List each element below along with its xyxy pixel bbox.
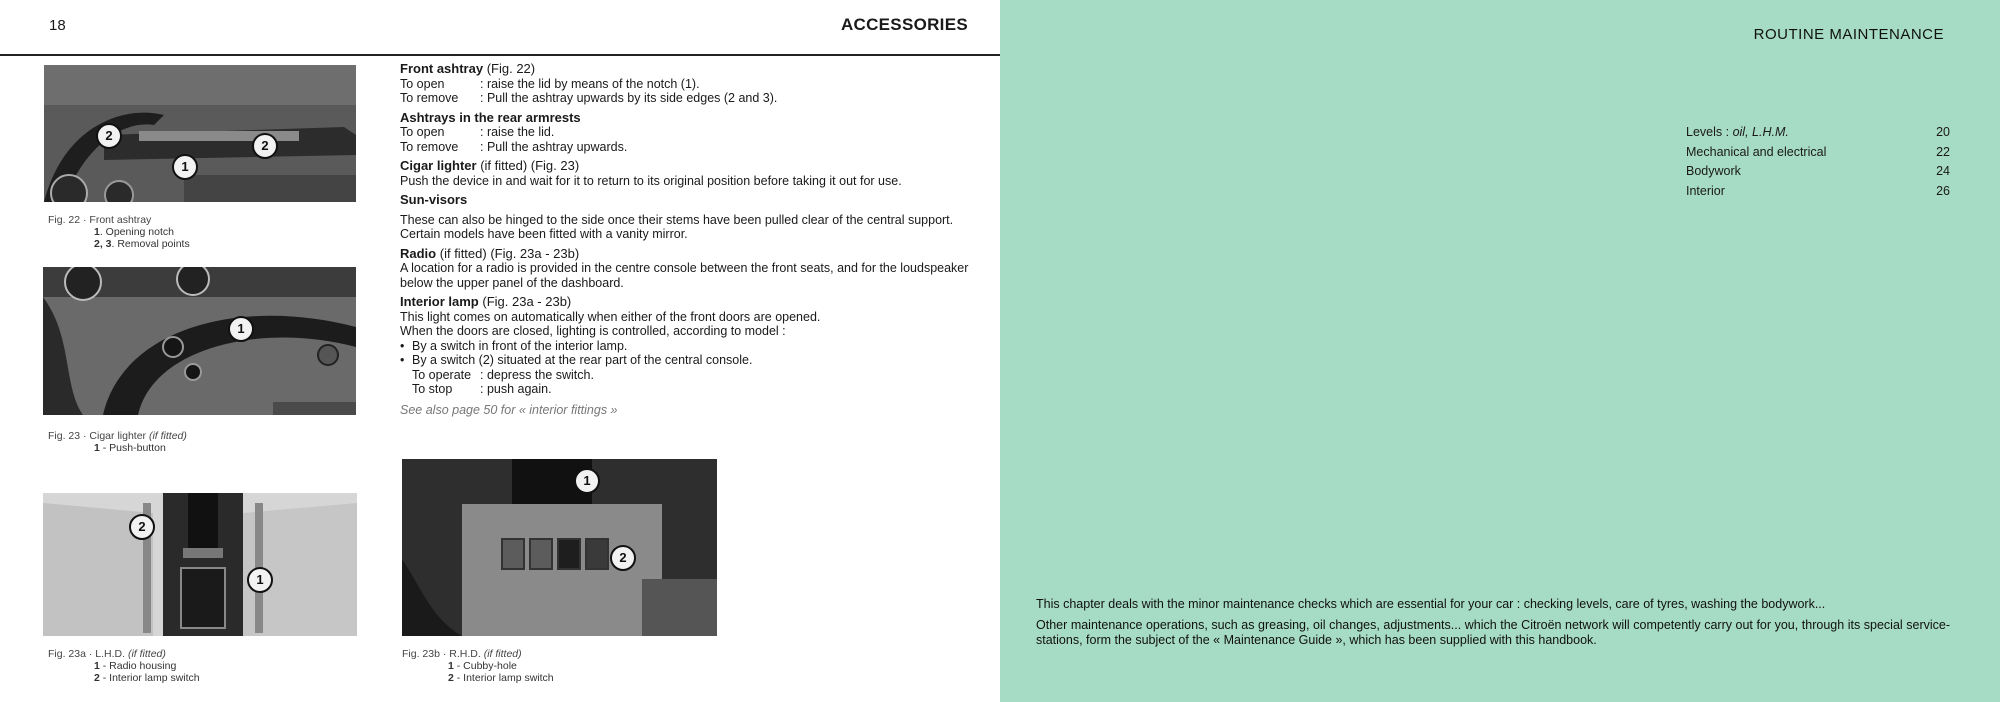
interior-lamp-text: This light comes on automatically when either of the front doors are opened. [400, 309, 821, 324]
console-lhd-image [43, 493, 357, 636]
interior-lamp-text: When the doors are closed, lighting is controlled, according to model : [400, 324, 786, 338]
fig23-caption-item: 1 - Push-button [94, 442, 166, 454]
fig23a-caption-item: 2 - Interior lamp switch [94, 672, 200, 684]
fig22-photo [44, 65, 356, 202]
fig23b-callout-1: 1 [574, 468, 600, 494]
front-ashtray-heading: Front ashtray (Fig. 22) [400, 61, 536, 76]
fig23-caption-title: Fig. 23 · Cigar lighter (if fitted) [48, 430, 187, 442]
fig23b-caption-title: Fig. 23b · R.H.D. (if fitted) [402, 648, 522, 660]
rear-ashtray-open: To open : raise the lid. [400, 125, 555, 139]
cigar-lighter-image [43, 267, 356, 415]
front-ashtray-open: To open : raise the lid by means of the notch (1). [400, 76, 700, 91]
interior-lamp-heading: Interior lamp (Fig. 23a - 23b) [400, 294, 572, 309]
interior-lamp-operate: To operate : depress the switch. [412, 367, 594, 382]
interior-lamp-bullet: • By a switch in front of the interior lamp. [400, 338, 628, 353]
cigar-lighter-heading: Cigar lighter (if fitted) (Fig. 23) [400, 158, 580, 173]
front-ashtray-remove: To remove : Pull the ashtray upwards by its side edges (2 and 3). [400, 91, 778, 105]
fig23a-callout-1: 1 [247, 567, 273, 593]
toc-row-levels: Levels : oil, L.H.M. 20 [1686, 125, 1950, 139]
chapter-intro [1036, 597, 1950, 654]
radio-text: A location for a radio is provided in the centre console between the front seats, and for the loudspeaker below the upper panel of the dashboard. [400, 261, 969, 290]
fig23b-caption [402, 648, 554, 684]
rear-ashtrays-heading: Ashtrays in the rear armrests [400, 109, 581, 125]
fig22-caption-title: Fig. 22 · Front ashtray [48, 214, 152, 226]
intro-paragraph: Other maintenance operations, such as greasing, oil changes, adjustments... which the Citroën network will competently carry out for you, through its special service-stations, form the subject of the « Maintenance Guide », which has been supplied with this handbook. [1036, 617, 1950, 647]
fig23b-caption-item: 2 - Interior lamp switch [448, 672, 554, 684]
fig23-callout-1: 1 [228, 316, 254, 342]
page-number: 18 [49, 17, 66, 34]
radio-heading: Radio (if fitted) (Fig. 23a - 23b) [400, 245, 580, 261]
fig23a-caption [48, 648, 200, 684]
fig23-caption [48, 430, 187, 454]
toc-row-interior: Interior 26 [1686, 183, 1950, 198]
fig23b-photo [402, 459, 717, 636]
dashboard-ashtray-image [44, 65, 356, 202]
fig22-callout-1: 1 [172, 154, 198, 180]
fig23a-callout-2: 2 [129, 514, 155, 540]
fig23a-photo [43, 493, 357, 636]
see-also-note: See also page 50 for « interior fittings » [400, 402, 618, 417]
fig23a-caption-title: Fig. 23a · L.H.D. (if fitted) [48, 648, 166, 660]
interior-lamp-bullet: • By a switch (2) situated at the rear part of the central console. [400, 353, 753, 367]
fig22-callout-2a: 2 [96, 123, 122, 149]
fig22-caption [48, 214, 190, 250]
page-header: ACCESSORIES [840, 15, 968, 34]
interior-lamp-stop: To stop : push again. [412, 382, 552, 396]
fig22-caption-item: 2, 3. Removal points [94, 238, 190, 250]
console-rhd-image [402, 459, 717, 636]
routine-maintenance-title: ROUTINE MAINTENANCE [1753, 26, 1944, 43]
fig23b-caption-item: 1 - Cubby-hole [448, 660, 517, 672]
sun-visors-mirror-text: Certain models have been fitted with a vanity mirror. [400, 227, 688, 241]
fig23b-callout-2: 2 [610, 545, 636, 571]
fig22-callout-2b: 2 [252, 133, 278, 159]
sun-visors-heading: Sun-visors [400, 192, 468, 207]
accessories-text [400, 62, 970, 417]
fig23-photo [43, 267, 356, 415]
intro-paragraph: This chapter deals with the minor maintenance checks which are essential for your car : checking levels, care of tyres, washing the bodywork... [1036, 597, 1826, 611]
header-rule [0, 54, 1000, 56]
table-of-contents [1686, 123, 1950, 201]
sun-visors-text: These can also be hinged to the side once their stems have been pulled clear of the central support. [400, 212, 954, 227]
fig22-caption-item: 1. Opening notch [94, 226, 174, 238]
toc-row-mechanical: Mechanical and electrical 22 [1686, 144, 1950, 159]
cigar-lighter-text: Push the device in and wait for it to return to its original position before taking it out for use. [400, 173, 902, 188]
toc-row-bodywork: Bodywork 24 [1686, 164, 1950, 178]
fig23a-caption-item: 1 - Radio housing [94, 660, 177, 672]
rear-ashtray-remove: To remove : Pull the ashtray upwards. [400, 139, 628, 154]
right-page [1000, 0, 2000, 702]
